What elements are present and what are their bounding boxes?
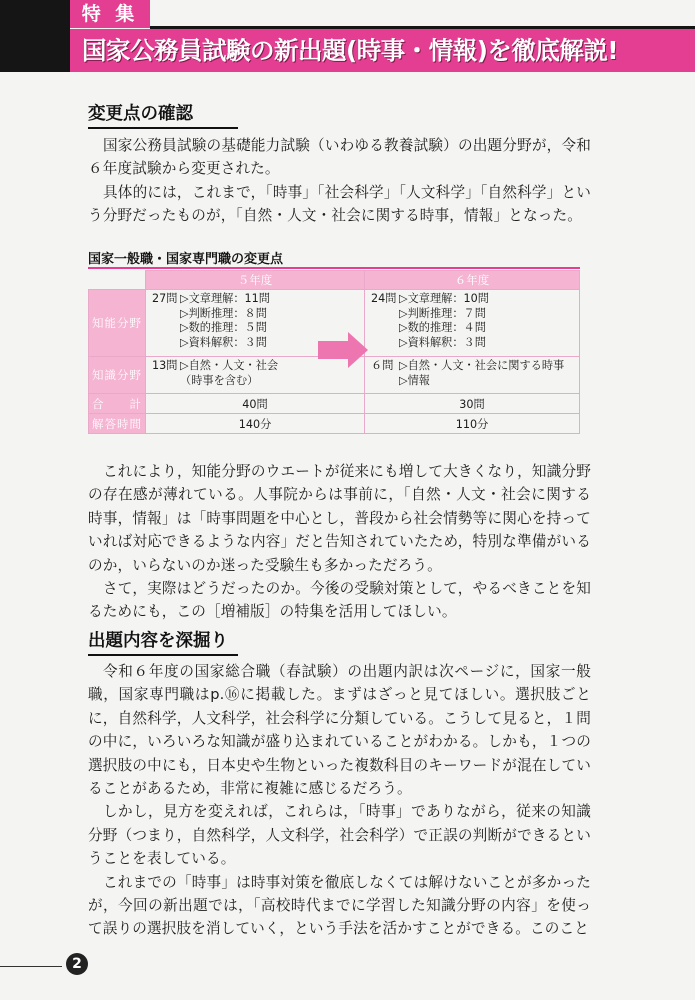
item: ▷文章理解：10問: [399, 292, 489, 305]
question-count: 24問: [371, 292, 397, 305]
right-arrow-icon: [318, 332, 368, 368]
heading-underline: [88, 127, 238, 129]
section-heading-text: 変更点の確認: [88, 104, 193, 124]
footer-rule: [0, 966, 62, 967]
table-row: [89, 394, 580, 414]
item: ▷文章理解：11問: [180, 292, 270, 305]
heading-underline: [88, 654, 238, 656]
paragraph: 具体的には，これまで，「時事」「社会科学」「人文科学」「自然科学」という分野だったものが，「自然・人文・社会に関する時事，情報」となった。: [88, 183, 591, 225]
cell-total-old: 40問: [146, 394, 365, 414]
row-label: 知識分野: [89, 357, 146, 394]
item: ▷資料解釈：３問: [399, 335, 486, 349]
feature-tab: 特 集: [70, 0, 150, 28]
cell-time-old: 140分: [146, 414, 365, 434]
item: ▷情報: [399, 373, 430, 387]
page-title: 国家公務員試験の新出題(時事・情報)を徹底解説!: [82, 36, 619, 65]
item: ▷数的推理：４問: [399, 321, 486, 334]
table-row: [89, 414, 580, 434]
col-header-old: ５年度: [146, 271, 365, 290]
paragraph: これまでの「時事」は時事対策を徹底しなくては解けないことが多かったが，今回の新出題では，「高校時代までに学習した知識分野の内容」を使って誤りの選択肢を消していく，という手法を活かすことができる。このこと: [88, 873, 591, 938]
cell-chishiki-new: [365, 357, 580, 394]
item: ▷自然・人文・社会に関する時事: [399, 359, 565, 372]
item: ▷資料解釈：３問: [180, 335, 267, 349]
header-black-band: [0, 0, 70, 72]
item: ▷判断推理：８問: [180, 306, 267, 320]
paragraph: さて，実際はどうだったのか。今後の受験対策として，やるべきことを知るためにも，この［増補版］の特集を活用してほしい。: [88, 580, 591, 621]
question-count: 27問: [152, 292, 178, 305]
row-label: 合 計: [89, 394, 146, 414]
cell-total-new: 30問: [365, 394, 580, 414]
section1-continued-body: [88, 460, 591, 624]
cell-time-new: 110分: [365, 414, 580, 434]
section1-body: [88, 134, 591, 228]
header-blank: [89, 271, 146, 290]
question-count: ６問: [371, 359, 394, 372]
paragraph: しかし，見方を変えれば，これらは，「時事」でありながら，従来の知識分野（つまり，自然科学，人文科学，社会科学）で正誤の判断ができるということを表している。: [88, 803, 591, 868]
paragraph: 国家公務員試験の基礎能力試験（いわゆる教養試験）の出題分野が，令和６年度試験から変更された。: [88, 137, 591, 178]
section2-body: [88, 660, 591, 941]
paragraph: 令和６年度の国家総合職（春試験）の出題内訳は次ページに，国家一般職，国家専門職はp.⑯に掲載した。まずはざっと見てほしい。選択肢ごとに，自然科学，人文科学，社会科学に分類している。こうして見ると，１問の中に，いろいろな知識が盛り込まれていることがわかる。しかも，１つの選択肢の中にも，日本史や生物といった複数科目のキーワードが混在していることがあるため，非常に複雑に感じるだろう。: [88, 663, 591, 798]
page-number: 2: [66, 953, 88, 975]
paragraph: これにより，知能分野のウエートが従来にも増して大きくなり，知識分野の存在感が薄れている。人事院からは事前に，「自然・人文・社会に関する時事，情報」は「時事問題を中心とし，普段から社会情勢等に関心を持っていれば対応できるような内容」だと告知されていたため，特別な準備がいるのか，いらないのか迷った受験生も多かっただろう。: [88, 463, 591, 574]
col-header-new: ６年度: [365, 271, 580, 290]
table-header-row: [89, 271, 580, 290]
item: ▷判断推理：７問: [399, 306, 486, 320]
item: ▷自然・人文・社会: [180, 359, 279, 372]
section-heading-changes: [88, 100, 238, 129]
section-heading-text: 出題内容を深掘り: [88, 631, 228, 651]
item: ▷数的推理：５問: [180, 321, 267, 334]
question-count: 13問: [152, 359, 178, 372]
table-title: 国家一般職・国家専門職の変更点: [88, 252, 284, 267]
row-label: 解答時間: [89, 414, 146, 434]
item: （時事を含む）: [180, 373, 259, 387]
cell-chino-new: [365, 290, 580, 357]
row-label: 知能分野: [89, 290, 146, 357]
section-heading-deep-dive: [88, 627, 238, 656]
table-top-rule: [88, 267, 580, 269]
